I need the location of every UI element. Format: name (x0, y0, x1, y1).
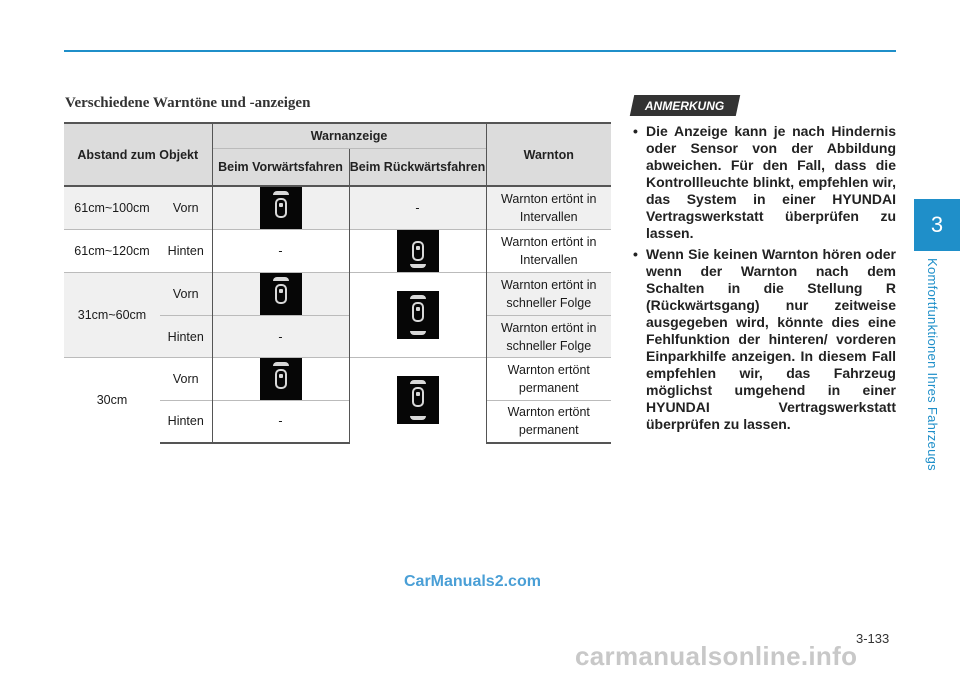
tone-cell: Warnton ertönt in schneller Folge (486, 273, 611, 316)
tone-cell: Warnton ertönt in Intervallen (486, 186, 611, 230)
chapter-title: Komfortfunktionen Ihres Fahrzeugs (925, 258, 940, 471)
reverse-cell (349, 273, 486, 358)
header-distance: Abstand zum Objekt (64, 123, 212, 186)
watermark-carmanuals2[interactable]: CarManuals2.com (404, 573, 541, 590)
chapter-number-tab: 3 (914, 199, 960, 251)
forward-cell (212, 273, 349, 316)
distance-cell: 31cm~60cm (64, 273, 160, 358)
forward-cell: - (212, 401, 349, 443)
sensor-front-rear-icon (397, 376, 439, 424)
warning-table (64, 122, 611, 444)
position-cell: Vorn (160, 358, 212, 401)
position-cell: Hinten (160, 401, 212, 443)
tone-cell: Warnton ertönt in schneller Folge (486, 316, 611, 358)
forward-cell (212, 358, 349, 401)
sensor-front-rear-icon (397, 291, 439, 339)
tone-cell: Warnton ertönt in Intervallen (486, 230, 611, 273)
sensor-front-icon (260, 358, 302, 400)
sensor-rear-icon (397, 230, 439, 272)
table-row (64, 358, 611, 401)
note-badge: ANMERKUNG (630, 95, 740, 116)
watermark-carmanualsonline[interactable]: carmanualsonline.info (575, 641, 858, 671)
page-number: 3-133 (856, 631, 890, 646)
position-cell: Hinten (160, 230, 212, 273)
reverse-cell (349, 230, 486, 273)
reverse-cell: - (349, 186, 486, 230)
sensor-front-icon (260, 187, 302, 229)
distance-cell: 61cm~100cm (64, 186, 160, 230)
note-list (632, 123, 896, 437)
tone-cell: Warnton ertönt permanent (486, 358, 611, 401)
note-item: • Wenn Sie keinen Warnton hören oder wenn der Warnton nach dem Schalten in die Stellung R (Rückwärtsgang) nur zeitweise ausgegeben wird, könnte dies eine Fehlfunktion der hinteren/ vorderen Einparkhilfe anzeigen. In diesem Fall empfehlen wir, das Fahrzeug möglichst umgehend in einer HYUNDAI Vertragswerkstatt überprüfen zu lassen. (632, 246, 896, 433)
header-tone: Warnton (486, 123, 611, 186)
top-rule (64, 50, 896, 52)
distance-cell: 61cm~120cm (64, 230, 160, 273)
table-row (64, 186, 611, 230)
header-reverse: Beim Rückwärtsfahren (349, 148, 486, 186)
note-item: • Die Anzeige kann je nach Hindernis oder Sensor von der Abbildung abweichen. Für den Fall, dass die Kontrollleuchte blinkt, empfehlen wir, das System in einer HYUNDAI Vertragswerkstatt überprüfen zu lassen. (632, 123, 896, 242)
tone-cell: Warnton ertönt permanent (486, 401, 611, 443)
forward-cell: - (212, 230, 349, 273)
forward-cell: - (212, 316, 349, 358)
table-row (64, 230, 611, 273)
position-cell: Vorn (160, 273, 212, 316)
distance-cell: 30cm (64, 358, 160, 443)
position-cell: Hinten (160, 316, 212, 358)
table-row (64, 273, 611, 316)
section-title: Verschiedene Warntöne und -anzeigen (65, 95, 311, 111)
forward-cell (212, 186, 349, 230)
reverse-cell (349, 358, 486, 443)
header-forward: Beim Vorwärtsfahren (212, 148, 349, 186)
position-cell: Vorn (160, 186, 212, 230)
header-indicator: Warnanzeige (212, 123, 486, 148)
sensor-front-icon (260, 273, 302, 315)
